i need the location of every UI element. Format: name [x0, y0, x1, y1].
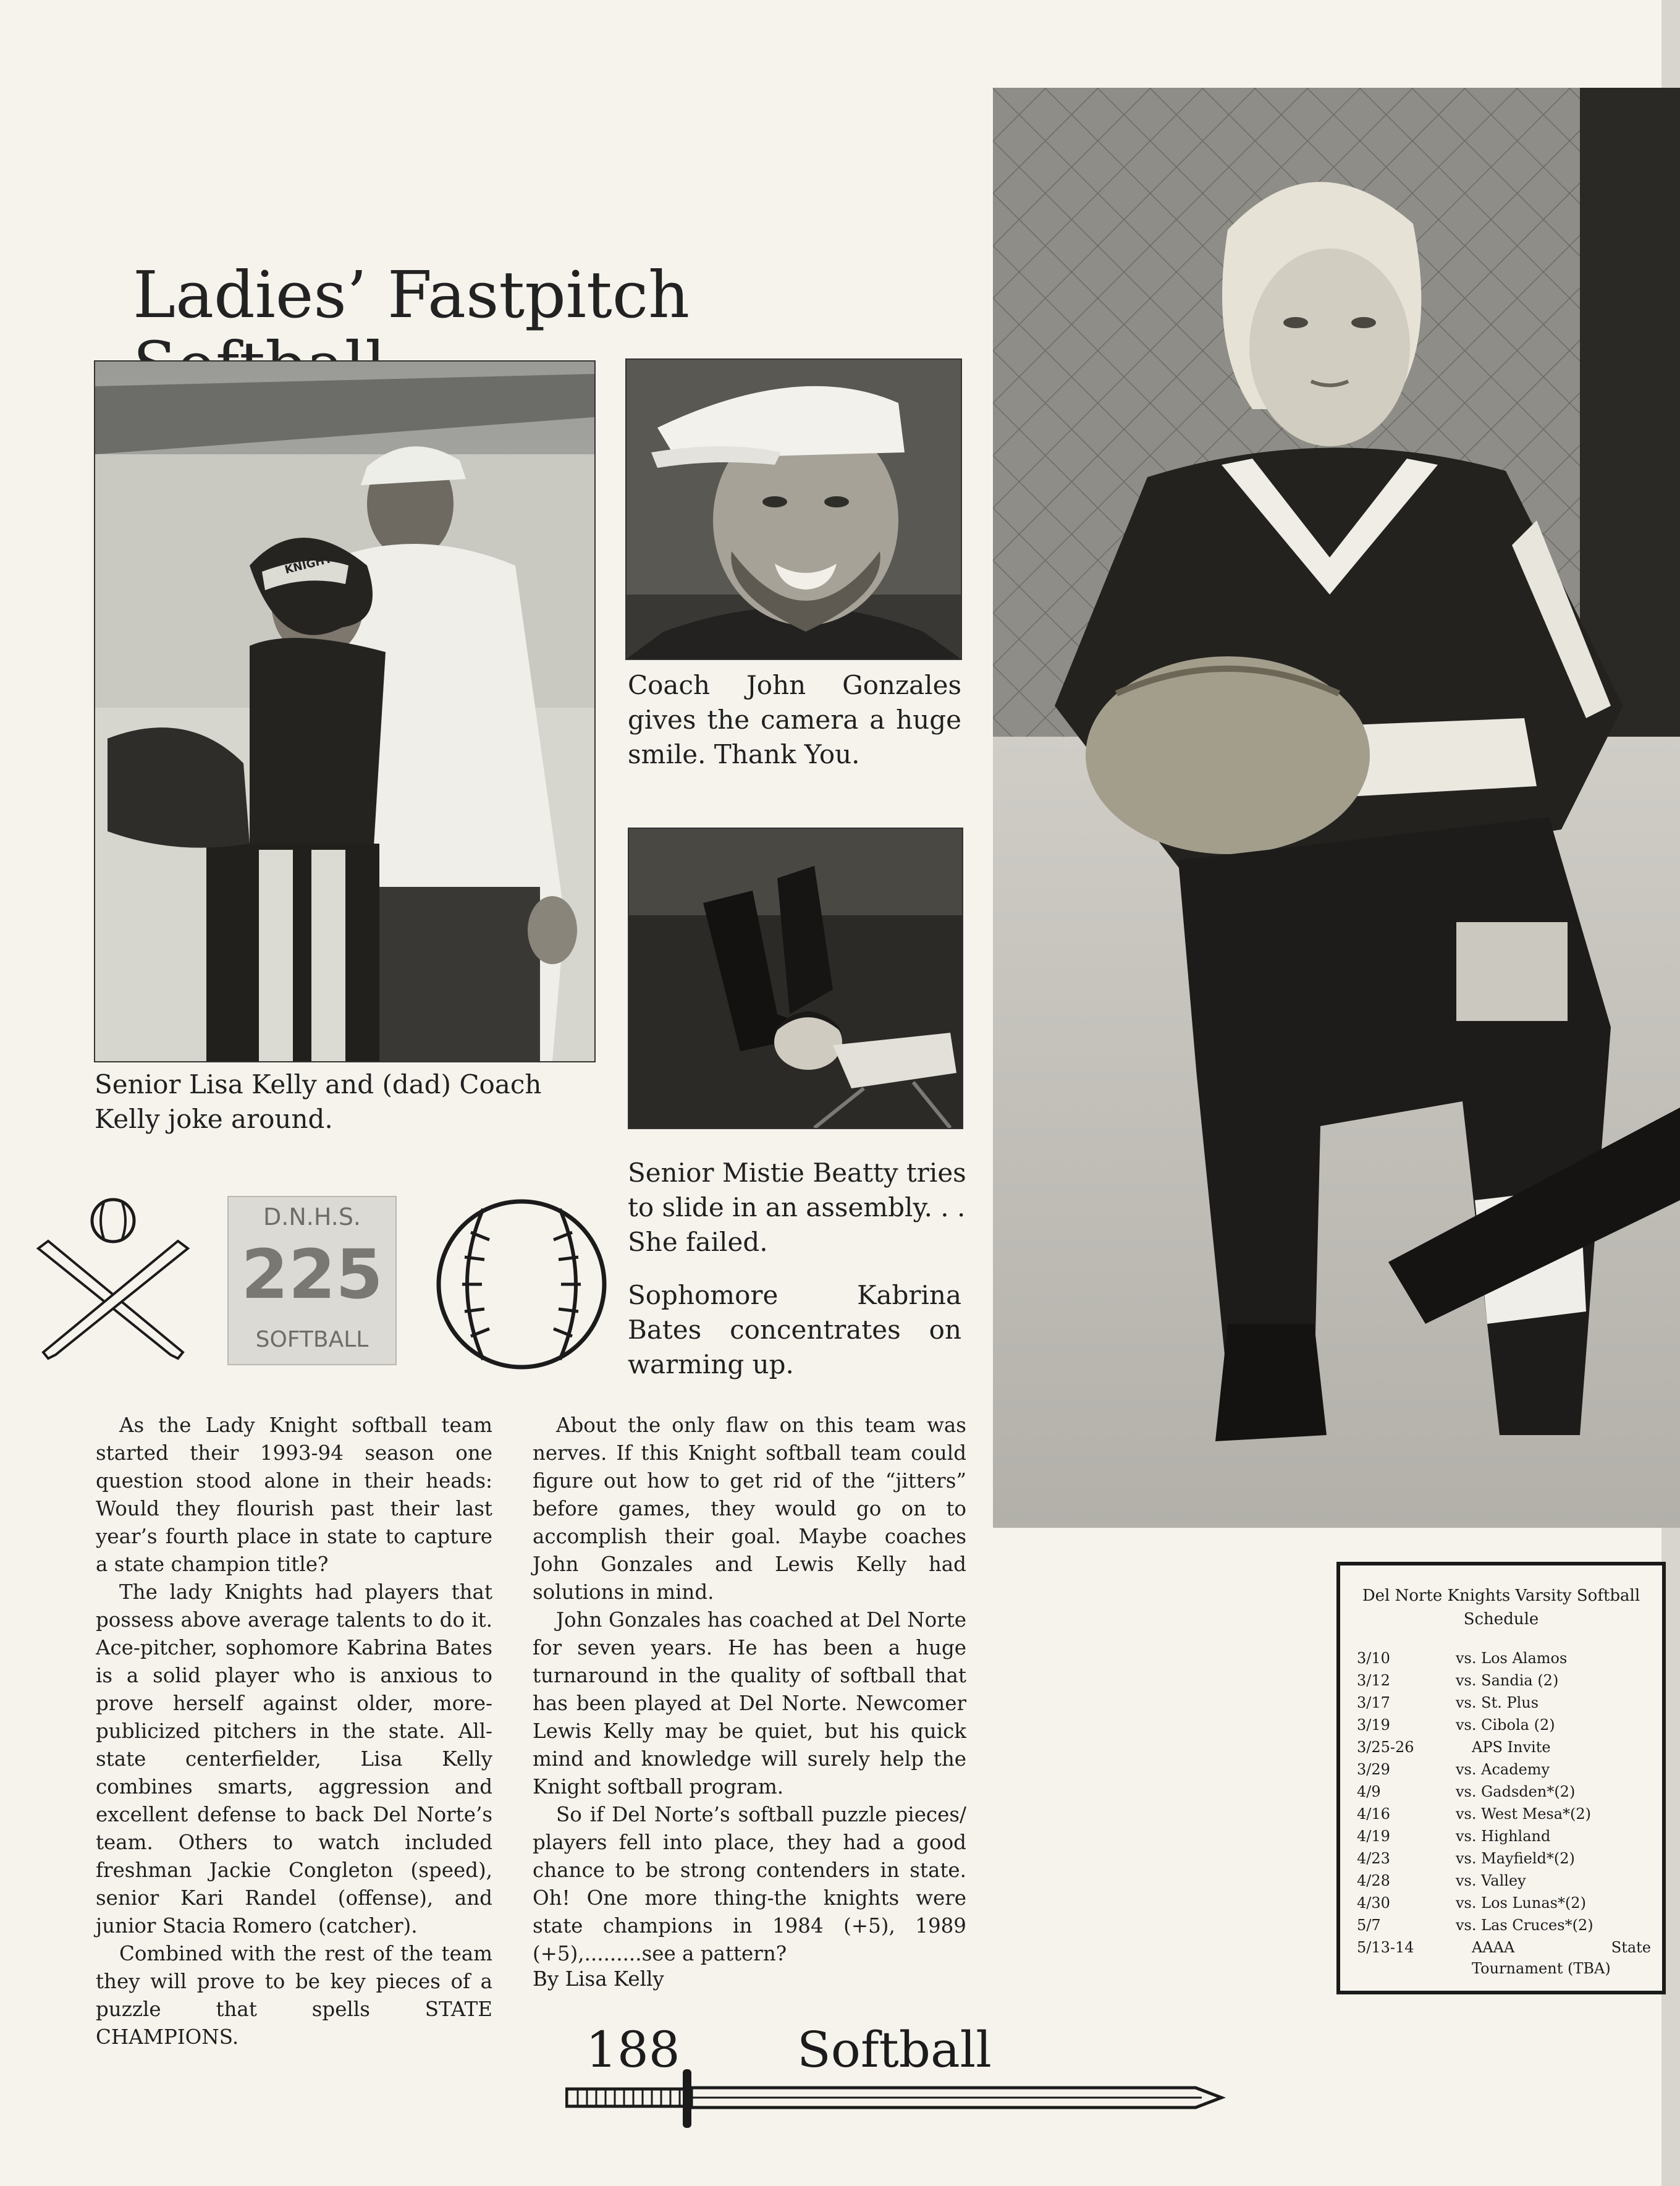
photo-lisa-and-coach-kelly — [94, 360, 596, 1062]
article-paragraph: The lady Knights had players that possess above average talents to do it. Ace-pitcher, sophomore Kabrina Bates is a solid player who is anxious to prove herself against older, more-publicized pitchers in the state. All-state centerfielder, Lisa Kelly combines smarts, aggression and excellent defense to back Del Norte’s team. Others to watch included freshman Jackie Congleton (speed), senior Kari Randel (offense), and junior Stacia Romero (catcher). — [96, 1580, 492, 1938]
schedule-date: 4/30 — [1357, 1894, 1390, 1912]
article-paragraph: So if Del Norte’s softball puzzle pieces/ players fell into place, they had a good chance to be strong contenders in state. Oh! One more thing-the knights were state champions in 1984 (+5), 1989 (+5),.........see a pattern? — [533, 1803, 966, 1965]
photo-lisa-and-coach-kelly-image — [95, 362, 594, 1061]
visor-text: KNIGHT — [283, 552, 334, 577]
schedule-date: 4/16 — [1357, 1805, 1390, 1823]
schedule-opponent: vs. Cibola (2) — [1456, 1716, 1555, 1734]
caption-mistie-beatty: Senior Mistie Beatty tries to slide in an assembly. . . She failed. — [628, 1158, 966, 1257]
caption-kabrina-bates: Sophomore Kabrina Bates concentrates on warming up. — [628, 1280, 961, 1379]
article-paragraph: John Gonzales has coached at Del Norte for seven years. He has been a huge turnaround in the quality of softball that has been played at Del Norte. Newcomer Lewis Kelly may be quiet, but his quick mind and knowledge will surely help the Knight softball program. — [533, 1608, 966, 1798]
schedule-opponent: vs. Highland — [1456, 1828, 1551, 1845]
schedule-box — [1336, 1562, 1666, 1994]
photo-mistie-beatty-slide — [628, 828, 963, 1129]
article-paragraph: Combined with the rest of the team they will prove to be key pieces of a puzzle that spells STATE CHAMPIONS. — [96, 1942, 492, 2049]
schedule-date: 3/12 — [1357, 1672, 1390, 1689]
schedule-date: 4/19 — [1357, 1828, 1390, 1845]
emblem-label-text: SOFTBALL — [255, 1327, 369, 1352]
schedule-opponent: vs. Sandia (2) — [1456, 1672, 1559, 1689]
schedule-date: 3/10 — [1357, 1650, 1390, 1667]
article-paragraph: As the Lady Knight softball team started their 1993-94 season one question stood alone in their heads: Would they flourish past their last year’s fourth place in state to capture a state champion title? — [96, 1413, 492, 1576]
softball-icon — [433, 1195, 610, 1373]
schedule-opponent: vs. Los Lunas*(2) — [1456, 1894, 1586, 1912]
schedule-date: 3/25-26 — [1357, 1739, 1414, 1756]
article-column-2 — [533, 1412, 966, 1968]
schedule-opponent: AAAA State Tournament (TBA) — [1472, 1939, 1651, 1977]
schedule-date: 5/7 — [1357, 1917, 1381, 1934]
schedule-date: 4/28 — [1357, 1872, 1390, 1889]
schedule-date: 3/19 — [1357, 1716, 1390, 1734]
schedule-date: 3/17 — [1357, 1694, 1390, 1711]
emblem-number-text: 225 — [241, 1235, 383, 1314]
caption-coach-gonzales: Coach John Gonzales gives the camera a huge smile. Thank You. — [628, 670, 961, 769]
photo-kabrina-bates — [993, 88, 1680, 1528]
schedule-date: 4/23 — [1357, 1850, 1390, 1867]
page-title: Ladies’ Fastpitch — [133, 257, 690, 333]
schedule-opponent: vs. West Mesa*(2) — [1456, 1805, 1592, 1823]
photo-kabrina-bates-image — [993, 88, 1680, 1528]
photo-coach-gonzales — [625, 358, 962, 660]
crossed-bats-icon — [23, 1193, 203, 1366]
schedule-title: Del Norte Knights Varsity Softball Schedule — [1362, 1587, 1640, 1629]
schedule-opponent: vs. Gadsden*(2) — [1456, 1783, 1576, 1800]
schedule-date: 4/9 — [1357, 1783, 1381, 1800]
article-paragraph: About the only flaw on this team was nerves. If this Knight softball team could figure out how to get rid of the “jitters” before games, they would go on to accomplish their goal. Maybe coaches John Gonzales and Lewis Kelly had solutions in mind. — [533, 1413, 966, 1604]
schedule-date: 5/13-14 — [1357, 1939, 1414, 1956]
caption-lisa-and-coach-kelly: Senior Lisa Kelly and (dad) Coach Kelly joke around. — [95, 1069, 542, 1134]
photo-mistie-beatty-slide-image — [629, 829, 962, 1128]
article-byline: By Lisa Kelly — [533, 1967, 664, 1991]
article-column-1 — [96, 1412, 492, 2051]
schedule-opponent: vs. Valley — [1456, 1872, 1526, 1889]
schedule-opponent: vs. Las Cruces*(2) — [1456, 1917, 1593, 1934]
schedule-opponent: vs. Mayfield*(2) — [1456, 1850, 1575, 1867]
schedule-opponent: vs. St. Plus — [1456, 1694, 1539, 1711]
section-name: Softball — [797, 2021, 992, 2078]
schedule-date: 3/29 — [1357, 1761, 1390, 1778]
schedule-opponent: vs. Los Alamos — [1456, 1650, 1568, 1667]
emblem-school-text: D.N.H.S. — [263, 1203, 361, 1231]
dnhs-softball-emblem — [227, 1196, 397, 1365]
page-number: 188 — [586, 2021, 680, 2078]
schedule-opponent: APS Invite — [1472, 1739, 1551, 1756]
sword-icon — [565, 2064, 1226, 2132]
schedule-opponent: vs. Academy — [1456, 1761, 1550, 1778]
photo-coach-gonzales-image — [627, 360, 961, 659]
